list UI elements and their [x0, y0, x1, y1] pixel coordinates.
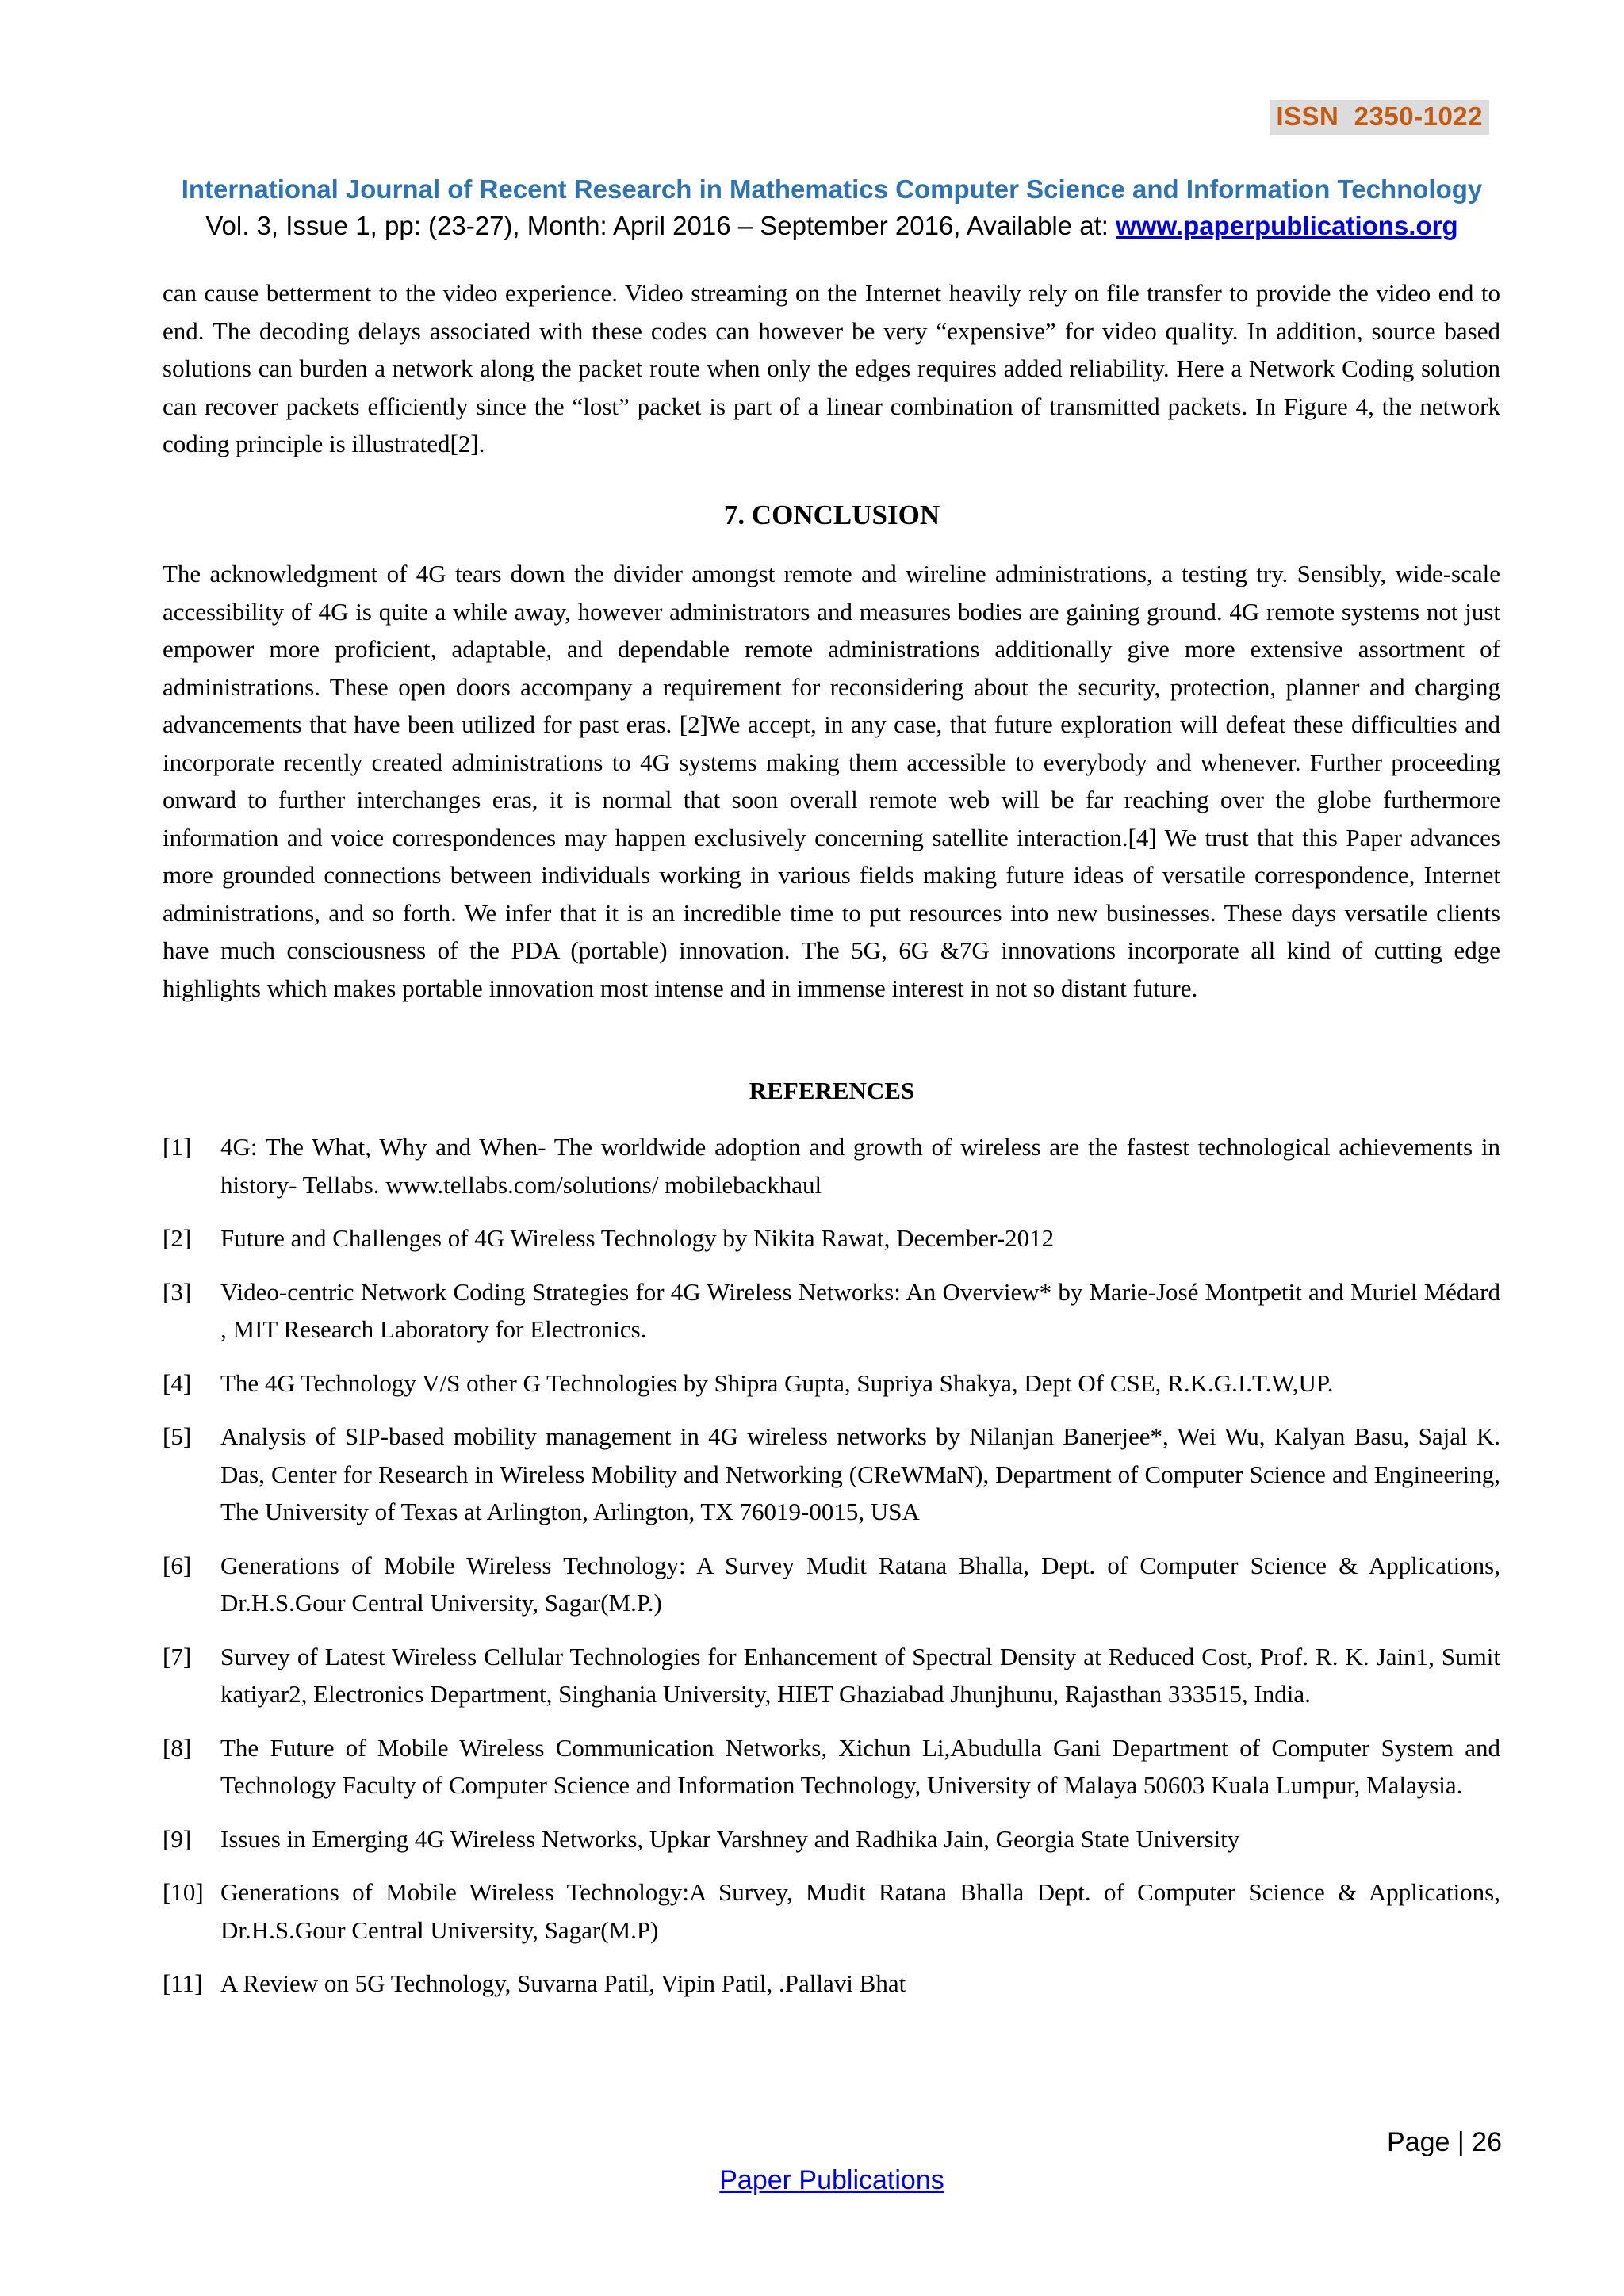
intro-paragraph: can cause betterment to the video experience. Video streaming on the Internet heavily rely on file transfer to provide the video end to end. The decoding delays associated with these codes can however be very “expensive” for video quality. In addition, source based solutions can burden a network along the packet route when only the edges requires added reliability. Here a Network Coding solution can recover packets efficiently since the “lost” packet is part of a linear combination of transmitted packets. In Figure 4, the network coding principle is illustrated[2]. — [163, 279, 1500, 457]
reference-item — [163, 1128, 1500, 1203]
reference-number: [8] — [163, 1733, 192, 1762]
reference-text: Future and Challenges of 4G Wireless Technology by Nikita Rawat, December-2012 — [220, 1224, 1055, 1252]
publisher-link[interactable]: Paper Publications — [719, 2165, 944, 2195]
reference-item — [163, 1418, 1500, 1531]
reference-number: [7] — [163, 1642, 192, 1670]
journal-volume-info: Vol. 3, Issue 1, pp: (23-27), Month: April 2016 – September 2016, Available at: — [205, 211, 1116, 240]
reference-number: [3] — [163, 1277, 192, 1306]
reference-number: [1] — [163, 1133, 192, 1161]
reference-number: [9] — [163, 1824, 192, 1853]
reference-text: Generations of Mobile Wireless Technology:A Survey, Mudit Ratana Bhalla Dept. of Computer Science & Applications, Dr.H.S.Gour Central University, Sagar(M.P) — [220, 1878, 1500, 1944]
reference-item — [163, 1364, 1500, 1402]
reference-item — [163, 1820, 1500, 1858]
journal-info — [0, 211, 1624, 241]
conclusion-paragraph: The acknowledgment of 4G tears down the divider amongst remote and wireline administrations, a testing try. Sensibly, wide-scale accessibility of 4G is quite a while away, however administrators and measures bodies are gaining ground. 4G remote systems not just empower more proficient, adaptable, and dependable remote administrations additionally give more extensive assortment of administrations. These open doors accompany a requirement for reconsidering about the security, protection, planner and charging advancements that have been utilized for past eras. [2]We accept, in any case, that future exploration will defeat these difficulties and incorporate recently created administrations to 4G systems making them accessible to everybody and whenever. Further proceeding onward to further interchanges eras, it is normal that soon overall remote web will be far reaching over the globe furthermore information and voice correspondences may happen exclusively concerning satellite interaction.[4] We trust that this Paper advances more grounded connections between individuals working in various fields making future ideas of versatile correspondence, Internet administrations, and so forth. We infer that it is an incredible time to put resources into new businesses. These days versatile clients have much consciousness of the PDA (portable) innovation. The 5G, 6G &7G innovations incorporate all kind of cutting edge highlights which makes portable innovation most intense and in immense interest in not so distant future. — [163, 560, 1500, 1002]
issn-badge: ISSN 2350-1022 — [1270, 100, 1489, 135]
footer — [0, 2165, 1624, 2196]
reference-item — [163, 1219, 1500, 1257]
reference-text: Video-centric Network Coding Strategies for 4G Wireless Networks: An Overview* by Marie-José Montpetit and Muriel Médard , MIT Research Laboratory for Electronics. — [220, 1277, 1500, 1343]
reference-text: The Future of Mobile Wireless Communication Networks, Xichun Li,Abudulla Gani Department of Computer System and Technology Faculty of Computer Science and Information Technology, University of Malaya 50603 Kuala Lumpur, Malaysia. — [220, 1733, 1500, 1799]
reference-item — [163, 1273, 1500, 1349]
reference-text: A Review on 5G Technology, Suvarna Patil, Vipin Patil, .Pallavi Bhat — [220, 1969, 906, 1997]
reference-item — [163, 1547, 1500, 1622]
references-list — [163, 1128, 1500, 2019]
reference-item — [163, 1965, 1500, 2003]
reference-number: [6] — [163, 1551, 192, 1579]
reference-number: [4] — [163, 1368, 192, 1397]
reference-number: [10] — [163, 1878, 204, 1906]
reference-item — [163, 1729, 1500, 1804]
reference-item — [163, 1638, 1500, 1713]
journal-title: International Journal of Recent Research in Mathematics Computer Science and Information Technology — [181, 174, 1483, 204]
page-number: Page | 26 — [1387, 2127, 1502, 2157]
journal-url-link[interactable]: www.paperpublications.org — [1116, 211, 1458, 240]
reference-text: Issues in Emerging 4G Wireless Networks, Upkar Varshney and Radhika Jain, Georgia State University — [220, 1824, 1240, 1853]
reference-item — [163, 1873, 1500, 1949]
reference-text: The 4G Technology V/S other G Technologies by Shipra Gupta, Supriya Shakya, Dept Of CSE, R.K.G.I.T.W,UP. — [220, 1368, 1334, 1397]
reference-text: Survey of Latest Wireless Cellular Technologies for Enhancement of Spectral Density at Reduced Cost, Prof. R. K. Jain1, Sumit katiyar2, Electronics Department, Singhania University, HIET Ghaziabad Jhunjhunu, Rajasthan 333515, India. — [220, 1642, 1500, 1708]
reference-text: Analysis of SIP-based mobility management in 4G wireless networks by Nilanjan Banerjee*, Wei Wu, Kalyan Basu, Sajal K. Das, Center for Research in Wireless Mobility and Networking (CReWMaN), Department of Computer Science and Engineering, The University of Texas at Arlington, Arlington, TX 76019-0015, USA — [220, 1422, 1500, 1525]
reference-text: Generations of Mobile Wireless Technology: A Survey Mudit Ratana Bhalla, Dept. of Computer Science & Applications, Dr.H.S.Gour Central University, Sagar(M.P.) — [220, 1551, 1500, 1617]
reference-number: [5] — [163, 1422, 192, 1450]
reference-number: [11] — [163, 1969, 203, 1997]
reference-text: 4G: The What, Why and When- The worldwide adoption and growth of wireless are the fastest technological achievements in history- Tellabs. www.tellabs.com/solutions/ mobilebackhaul — [220, 1133, 1500, 1199]
references-heading: REFERENCES — [749, 1077, 915, 1104]
conclusion-heading: 7. CONCLUSION — [723, 499, 940, 530]
reference-number: [2] — [163, 1224, 192, 1252]
